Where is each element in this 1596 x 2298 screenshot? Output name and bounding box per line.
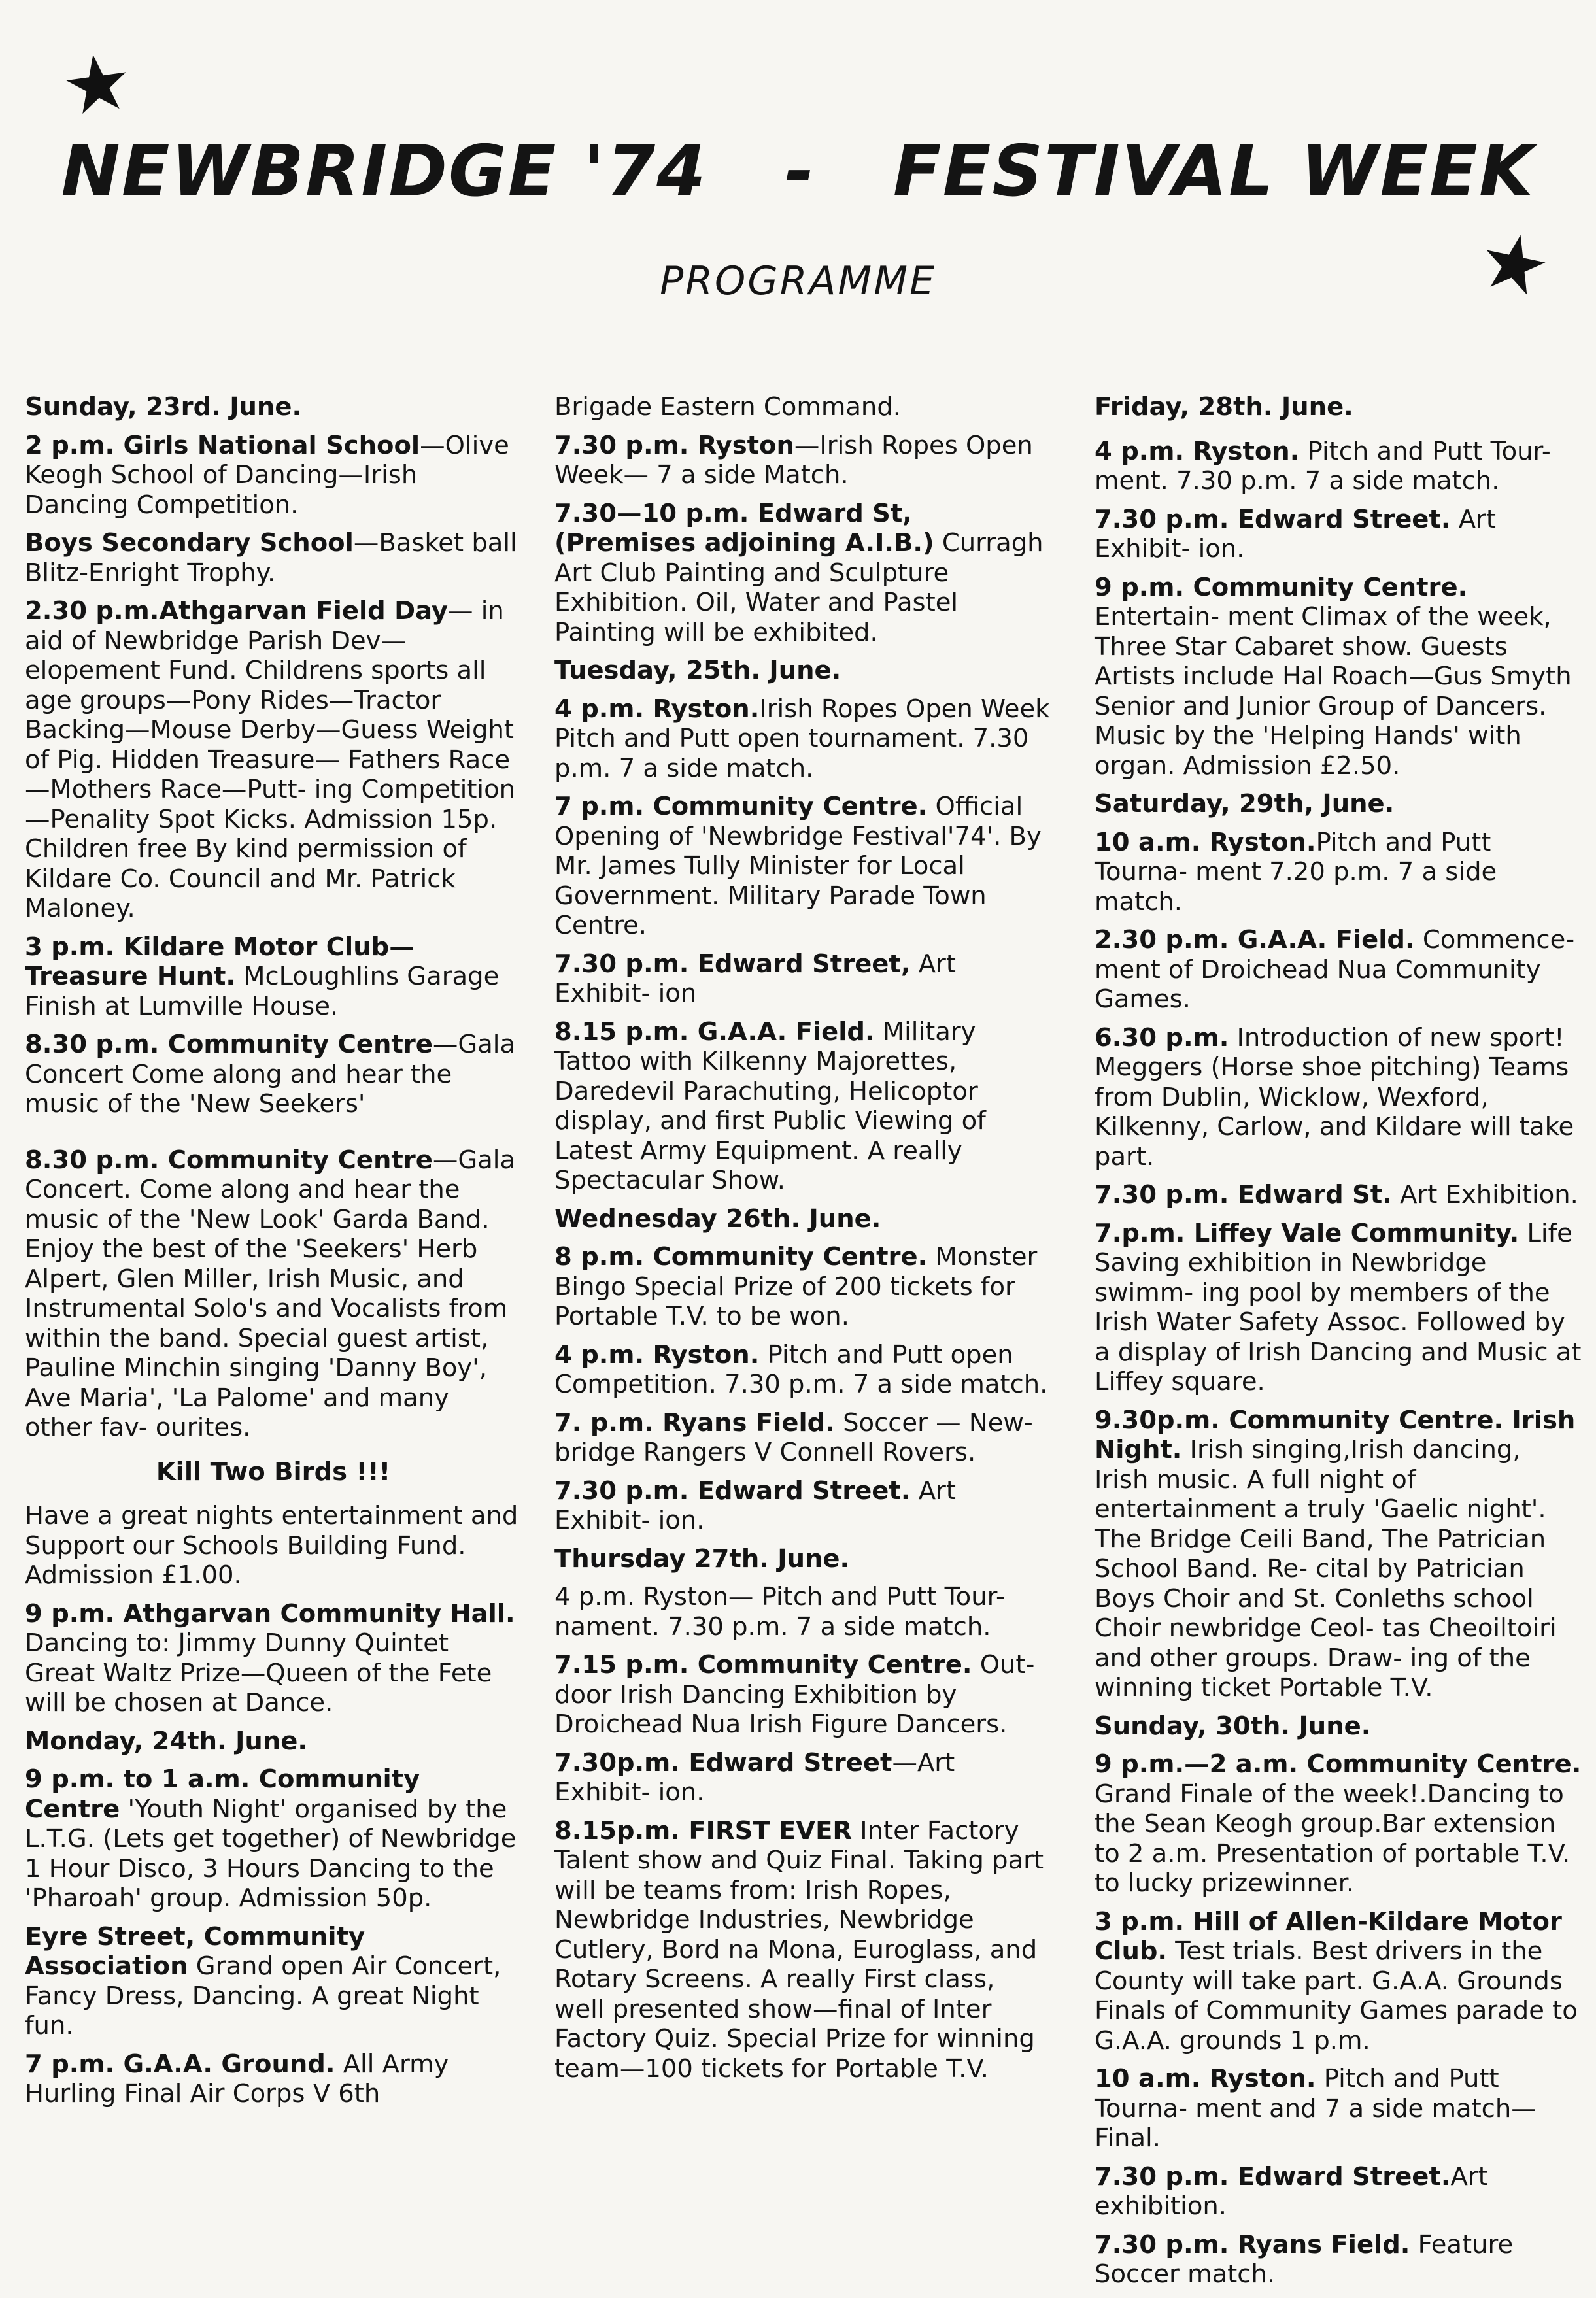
event-description: Art Exhibit- ion. xyxy=(1095,504,1496,564)
event-time-venue: 3 p.m. Hill of Allen-Kildare Motor Club. xyxy=(1095,1906,1562,1966)
event-entry xyxy=(554,392,1051,422)
event-time-venue: 9 p.m. Athgarvan Community Hall. xyxy=(25,1598,515,1629)
event-entry xyxy=(25,596,522,924)
event-entry xyxy=(554,1476,1051,1536)
event-time-venue: 2.30 p.m. G.A.A. Field. xyxy=(1095,925,1415,955)
event-description: Art Exhibition. xyxy=(1391,1180,1578,1209)
event-entry xyxy=(1095,437,1582,496)
programme-column-3 xyxy=(1095,392,1582,2298)
event-entry xyxy=(554,1340,1051,1400)
event-time-venue: 9 p.m. Community Centre. xyxy=(1095,572,1468,602)
event-time-venue: 7.30 p.m. Ryans Field. xyxy=(1095,2229,1410,2259)
event-description: Curragh Art Club Painting and Sculpture Exhibition. Oil, Water and Pastel Painting will be exhibited. xyxy=(554,528,1044,647)
event-entry xyxy=(554,949,1051,1009)
day-heading: Tuesday, 25th. June. xyxy=(554,656,841,685)
event-description: Life Saving exhibition in Newbridge swimm- ing pool by members of the Irish Water Safety Assoc. Followed by a display of Irish Dancing and Music at Liffey square. xyxy=(1095,1218,1582,1396)
page-subtitle: PROGRAMME xyxy=(660,258,936,304)
event-entry xyxy=(554,1408,1051,1468)
event-entry xyxy=(1095,1023,1582,1172)
event-time-venue: 8.30 p.m. Community Centre xyxy=(25,1030,433,1059)
event-description: Dancing to: Jimmy Dunny Quintet Great Waltz Prize—Queen of the Fete will be chosen at Dance. xyxy=(25,1629,492,1717)
event-time-venue: 7.p.m. Liffey Vale Community. xyxy=(1095,1218,1520,1248)
day-heading: Sunday, 30th. June. xyxy=(1095,1711,1371,1741)
event-time-venue: 2.30 p.m.Athgarvan Field Day xyxy=(25,596,448,626)
event-time-venue: 7.30 p.m. Ryston xyxy=(554,430,794,460)
event-description: All Army Hurling Final Air Corps V 6th xyxy=(25,2049,449,2108)
event-description: Inter Factory Talent show and Quiz Final. Taking part will be teams from: Irish Ropes, Newbridge Industries, Newbridge Cutlery, Bord na Mona, Euroglass, and Rotary Screens. A really First class, well presented show—final of Inter Factory Quiz. Special Prize for winning team—100 tickets for Portable T.V. xyxy=(554,1816,1044,2084)
event-description: Introduction of new sport! Meggers (Horse shoe pitching) Teams from Dublin, Wicklow, Wexford, Kilkenny, Carlow, and Kildare will take part. xyxy=(1095,1022,1574,1172)
event-description: 4 p.m. Ryston— Pitch and Putt Tour- nament. 7.30 p.m. 7 a side match. xyxy=(554,1582,1005,1642)
event-time-venue: 8.15 p.m. G.A.A. Field. xyxy=(554,1017,875,1047)
event-entry xyxy=(25,1599,522,1718)
page-title: NEWBRIDGE '74 - FESTIVAL WEEK xyxy=(61,131,1535,212)
event-time-venue: 10 a.m. Ryston. xyxy=(1095,827,1316,857)
event-time-venue: 4 p.m. Ryston. xyxy=(554,694,760,724)
event-description: Pitch and Putt open Competition. 7.30 p.m. 7 a side match. xyxy=(554,1340,1048,1399)
event-description: —Art Exhibit- ion. xyxy=(554,1748,955,1807)
event-time-venue: 9 p.m.—2 a.m. Community Centre. xyxy=(1095,1749,1582,1779)
event-entry xyxy=(1095,2064,1582,2154)
event-description: —Irish Ropes Open Week— 7 a side Match. xyxy=(554,430,1033,490)
event-description: Out- door Irish Dancing Exhibition by Droichead Nua Irish Figure Dancers. xyxy=(554,1650,1035,1739)
event-entry xyxy=(25,1501,522,1591)
event-description: Commence- ment of Droichead Nua Community Games. xyxy=(1095,925,1575,1014)
event-entry xyxy=(1095,925,1582,1015)
event-description: —Gala Concert Come along and hear the music of the 'New Seekers' xyxy=(25,1030,516,1119)
event-entry xyxy=(1095,573,1582,781)
event-entry xyxy=(554,431,1051,490)
event-description: Test trials. Best drivers in the County will take part. G.A.A. Grounds Finals of Community Games parade to G.A.A. grounds 1 p.m. xyxy=(1095,1936,1578,2055)
event-time-venue: 7.30 p.m. Edward Street. xyxy=(554,1476,911,1506)
event-time-venue: 9 p.m. to 1 a.m. Community Centre xyxy=(25,1765,420,1824)
programme-column-1 xyxy=(25,392,522,2118)
event-time-venue: 7 p.m. Community Centre. xyxy=(554,792,928,821)
event-description: Grand open Air Concert, Fancy Dress, Dancing. A great Night fun. xyxy=(25,1952,501,2040)
day-heading: Wednesday 26th. June. xyxy=(554,1204,881,1234)
event-time-venue: 7.30p.m. Edward Street xyxy=(554,1748,892,1778)
event-entry xyxy=(1095,828,1582,917)
event-entry xyxy=(554,694,1051,784)
event-entry xyxy=(1095,1180,1582,1210)
event-entry xyxy=(25,431,522,520)
event-time-venue: 7.30 p.m. Edward Street. xyxy=(1095,2161,1451,2191)
day-heading: Friday, 28th. June. xyxy=(1095,392,1353,422)
event-time-venue: 7.30 p.m. Edward Street. xyxy=(1095,504,1451,534)
event-description: Soccer — New- bridge Rangers V Connell Rovers. xyxy=(554,1408,1033,1467)
event-time-venue: 6.30 p.m. xyxy=(1095,1022,1229,1053)
event-entry xyxy=(25,528,522,588)
day-heading: Thursday 27th. June. xyxy=(554,1544,850,1574)
event-time-venue: 7.15 p.m. Community Centre. xyxy=(554,1650,972,1680)
event-time-venue: 4 p.m. Ryston. xyxy=(1095,436,1300,466)
day-heading: Monday, 24th. June. xyxy=(25,1726,307,1756)
event-entry xyxy=(25,1765,522,1914)
event-description: Grand Finale of the week!.Dancing to the Sean Keogh group.Bar extension to 2 a.m. Presentation of portable T.V. to lucky prizewinner. xyxy=(1095,1779,1571,1898)
event-entry xyxy=(25,932,522,1022)
programme-column-2 xyxy=(554,392,1051,2092)
event-entry xyxy=(554,1582,1051,1642)
event-description: — in aid of Newbridge Parish Dev— elopement Fund. Childrens sports all age groups—Pony Rides—Tractor Backing—Mouse Derby—Guess Weight of Pig. Hidden Treasure— Fathers Race—Mothers Race—Putt- ing Competition—Penality Spot Kicks. Admission 15p. Children free By kind permission of Kildare Co. Council and Mr. Patrick Maloney. xyxy=(25,596,516,923)
event-time-venue: 7 p.m. G.A.A. Ground. xyxy=(25,2049,335,2079)
event-time-venue: 7.30 p.m. Edward Street, xyxy=(554,949,911,979)
event-time-venue: 2 p.m. Girls National School xyxy=(25,430,420,460)
event-description: Irish Ropes Open Week Pitch and Putt open tournament. 7.30 p.m. 7 a side match. xyxy=(554,694,1050,783)
event-description: Monster Bingo Special Prize of 200 tickets for Portable T.V. to be won. xyxy=(554,1242,1038,1331)
event-entry xyxy=(554,499,1051,648)
event-time-venue: Boys Secondary School xyxy=(25,528,354,558)
day-heading: Sunday, 23rd. June. xyxy=(25,392,302,422)
event-entry xyxy=(1095,1219,1582,1397)
event-entry xyxy=(25,1030,522,1119)
event-description: Pitch and Putt Tourna- ment and 7 a side match—Final. xyxy=(1095,2064,1537,2153)
event-description: Official Opening of 'Newbridge Festival'74'. By Mr. James Tully Minister for Local Government. Military Parade Town Centre. xyxy=(554,792,1042,940)
event-time-venue: 4 p.m. Ryston. xyxy=(554,1340,760,1370)
event-description: Pitch and Putt Tour- ment. 7.30 p.m. 7 a side match. xyxy=(1095,436,1551,496)
event-entry xyxy=(1095,1749,1582,1899)
event-entry xyxy=(1095,505,1582,564)
event-description: —Gala Concert. Come along and hear the music of the 'New Look' Garda Band. Enjoy the best of the 'Seekers' Herb Alpert, Glen Miller, Irish Music, and Instrumental Solo's and Vocalists from within the band. Special guest artist, Pauline Minchin singing 'Danny Boy', Ave Maria', 'La Palome' and many other fav- ourites. xyxy=(25,1145,516,1442)
event-time-venue: 8 p.m. Community Centre. xyxy=(554,1242,928,1272)
event-description: Art Exhibit- ion. xyxy=(554,1476,956,1535)
event-entry xyxy=(25,2050,522,2109)
event-description: Brigade Eastern Command. xyxy=(554,392,901,422)
event-entry xyxy=(554,1650,1051,1740)
star-icon: ★ xyxy=(56,35,139,135)
event-entry xyxy=(1095,2230,1582,2290)
event-description: Art Exhibit- ion xyxy=(554,949,956,1008)
event-time-venue: 7. p.m. Ryans Field. xyxy=(554,1408,835,1438)
event-entry xyxy=(25,1922,522,2041)
event-entry xyxy=(554,1748,1051,1808)
event-entry xyxy=(554,792,1051,941)
event-entry xyxy=(1095,1406,1582,1703)
event-description: Irish singing,Irish dancing, Irish music. A full night of entertainment a truly 'Gaelic night'. The Bridge Ceili Band, The Patrician School Band. Re- cital by Patrician Boys Choir and St. Conleths school Choir newbridge Ceol- tas Cheoiltoiri and other groups. Draw- ing of the winning ticket Portable T.V. xyxy=(1095,1435,1557,1702)
event-entry xyxy=(1095,1907,1582,2056)
event-description: Entertain- ment Climax of the week, Three Star Cabaret show. Guests Artists include Hal Roach—Gus Smyth Senior and Junior Group of Dancers. Music by the 'Helping Hands' with organ. Admission £2.50. xyxy=(1095,602,1572,781)
event-description: —Olive Keogh School of Dancing—Irish Dancing Competition. xyxy=(25,430,509,520)
event-time-venue: 8.30 p.m. Community Centre xyxy=(25,1145,433,1175)
event-time-venue: 9.30p.m. Community Centre. Irish Night. xyxy=(1095,1405,1576,1464)
event-description: Feature Soccer match. xyxy=(1095,2229,1514,2289)
event-description: 'Youth Night' organised by the L.T.G. (Lets get together) of Newbridge 1 Hour Disco, 3 Hours Dancing to the 'Pharoah' group. Admission 50p. xyxy=(25,1794,517,1913)
event-description: McLoughlins Garage Finish at Lumville House. xyxy=(25,962,500,1021)
event-time-venue: 10 a.m. Ryston. xyxy=(1095,2064,1316,2093)
event-entry xyxy=(554,1242,1051,1332)
event-description: Military Tattoo with Kilkenny Majorettes, Daredevil Parachuting, Helicoptor display, and first Public Viewing of Latest Army Equipment. A really Spectacular Show. xyxy=(554,1017,986,1195)
event-time-venue: 8.15p.m. FIRST EVER xyxy=(554,1816,853,1846)
event-entry xyxy=(25,1145,522,1443)
event-entry xyxy=(554,1816,1051,2084)
event-description: Art exhibition. xyxy=(1095,2161,1488,2221)
event-time-venue: Eyre Street, Community Association xyxy=(25,1921,365,1981)
event-time-venue: 7.30 p.m. Edward St. xyxy=(1095,1180,1392,1209)
event-description: Have a great nights entertainment and Support our Schools Building Fund. Admission £1.00. xyxy=(25,1501,518,1590)
section-heading: Kill Two Birds !!! xyxy=(156,1457,391,1487)
event-description: Pitch and Putt Tourna- ment 7.20 p.m. 7 a side match. xyxy=(1095,827,1497,917)
day-heading: Saturday, 29th, June. xyxy=(1095,789,1395,819)
event-entry xyxy=(554,1017,1051,1196)
event-time-venue: 7.30—10 p.m. Edward St, (Premises adjoining A.I.B.) xyxy=(554,498,934,558)
star-icon: ★ xyxy=(1470,212,1558,316)
event-time-venue: 3 p.m. Kildare Motor Club—Treasure Hunt. xyxy=(25,932,415,991)
event-entry xyxy=(1095,2162,1582,2222)
event-description: —Basket ball Blitz-Enright Trophy. xyxy=(25,528,517,588)
